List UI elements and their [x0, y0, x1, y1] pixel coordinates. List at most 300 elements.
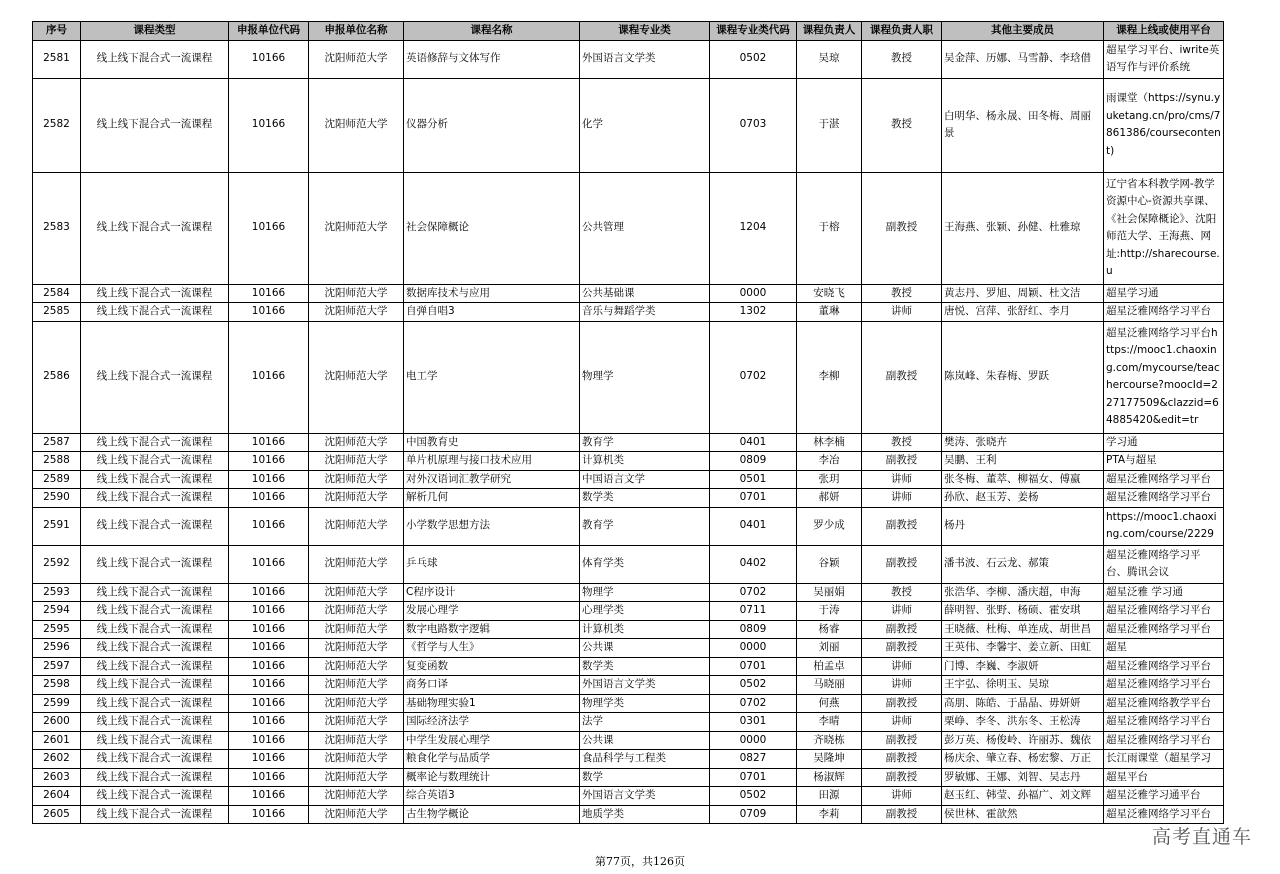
table-row	[33, 768, 1224, 787]
course-category-cell: 音乐与舞蹈学类	[580, 303, 710, 322]
leader-title-cell: 副教授	[862, 750, 942, 769]
course-type-cell: 线上线下混合式一流课程	[81, 750, 229, 769]
row-number-cell: 2594	[33, 602, 81, 621]
leader-title-cell: 副教授	[862, 545, 942, 583]
other-members-cell: 张冬梅、董萃、柳福女、傅嬴	[942, 470, 1104, 489]
course-category-cell: 物理学	[580, 583, 710, 602]
course-category-cell: 数学	[580, 768, 710, 787]
unit-name-cell: 沈阳师范大学	[309, 639, 404, 658]
unit-name-cell: 沈阳师范大学	[309, 470, 404, 489]
unit-name-cell: 沈阳师范大学	[309, 731, 404, 750]
unit-name-cell: 沈阳师范大学	[309, 321, 404, 433]
unit-code-cell: 10166	[229, 40, 309, 78]
course-leader-cell: 于湛	[797, 78, 862, 172]
course-leader-cell: 马晓丽	[797, 676, 862, 695]
course-name-cell: 综合英语3	[404, 787, 580, 806]
leader-title-cell: 副教授	[862, 768, 942, 787]
other-members-cell: 孙欣、赵玉芳、姜杨	[942, 489, 1104, 508]
unit-name-cell: 沈阳师范大学	[309, 694, 404, 713]
other-members-cell: 杨庆余、肇立春、杨宏黎、万正	[942, 750, 1104, 769]
course-type-cell: 线上线下混合式一流课程	[81, 657, 229, 676]
unit-name-cell: 沈阳师范大学	[309, 787, 404, 806]
unit-name-cell: 沈阳师范大学	[309, 303, 404, 322]
unit-code-cell: 10166	[229, 805, 309, 824]
course-category-cell: 食品科学与工程类	[580, 750, 710, 769]
category-code-cell: 0701	[710, 489, 797, 508]
other-members-cell: 栗峥、李冬、洪东冬、王松涛	[942, 713, 1104, 732]
platform-cell: 超星学习通	[1104, 284, 1224, 303]
row-number-cell: 2597	[33, 657, 81, 676]
course-name-cell: 自弹自唱3	[404, 303, 580, 322]
table-row	[33, 694, 1224, 713]
course-leader-cell: 谷颖	[797, 545, 862, 583]
course-leader-cell: 杨睿	[797, 620, 862, 639]
category-code-cell: 0709	[710, 805, 797, 824]
leader-title-cell: 教授	[862, 583, 942, 602]
table-row	[33, 545, 1224, 583]
category-code-cell: 0301	[710, 713, 797, 732]
platform-cell: https://mooc1.chaoxing.com/course/2229	[1104, 507, 1224, 545]
course-category-cell: 公共课	[580, 639, 710, 658]
course-leader-cell: 吴丽娟	[797, 583, 862, 602]
course-category-cell: 外国语言文学类	[580, 787, 710, 806]
platform-cell: 超星泛雅网络学习平台	[1104, 470, 1224, 489]
leader-title-cell: 讲师	[862, 713, 942, 732]
course-name-cell: 中国教育史	[404, 433, 580, 452]
table-row	[33, 303, 1224, 322]
course-type-cell: 线上线下混合式一流课程	[81, 805, 229, 824]
leader-title-cell: 讲师	[862, 470, 942, 489]
page-number: 第77页，共126页	[595, 855, 685, 868]
table-row	[33, 321, 1224, 433]
course-category-cell: 外国语言文学类	[580, 40, 710, 78]
leader-title-cell: 讲师	[862, 602, 942, 621]
course-name-cell: 商务口译	[404, 676, 580, 695]
course-name-cell: 单片机原理与接口技术应用	[404, 452, 580, 471]
course-name-cell: 小学数学思想方法	[404, 507, 580, 545]
leader-title-cell: 副教授	[862, 694, 942, 713]
header-cell: 课程负责人	[797, 22, 862, 41]
course-type-cell: 线上线下混合式一流课程	[81, 676, 229, 695]
leader-title-cell: 副教授	[862, 639, 942, 658]
course-type-cell: 线上线下混合式一流课程	[81, 694, 229, 713]
course-type-cell: 线上线下混合式一流课程	[81, 620, 229, 639]
leader-title-cell: 讲师	[862, 657, 942, 676]
header-cell: 其他主要成员	[942, 22, 1104, 41]
course-type-cell: 线上线下混合式一流课程	[81, 284, 229, 303]
leader-title-cell: 讲师	[862, 787, 942, 806]
unit-name-cell: 沈阳师范大学	[309, 433, 404, 452]
unit-code-cell: 10166	[229, 583, 309, 602]
platform-cell: 超星泛雅网络教学平台	[1104, 694, 1224, 713]
unit-name-cell: 沈阳师范大学	[309, 284, 404, 303]
category-code-cell: 0703	[710, 78, 797, 172]
course-name-cell: 电工学	[404, 321, 580, 433]
leader-title-cell: 副教授	[862, 507, 942, 545]
course-name-cell: 数据库技术与应用	[404, 284, 580, 303]
other-members-cell: 王英伟、李馨宇、姜立新、田虹	[942, 639, 1104, 658]
unit-name-cell: 沈阳师范大学	[309, 657, 404, 676]
other-members-cell: 潘书波、石云龙、郝策	[942, 545, 1104, 583]
leader-title-cell: 副教授	[862, 805, 942, 824]
course-leader-cell: 安晓飞	[797, 284, 862, 303]
platform-cell: 超星泛雅网络学习平台	[1104, 602, 1224, 621]
other-members-cell: 杨丹	[942, 507, 1104, 545]
unit-name-cell: 沈阳师范大学	[309, 583, 404, 602]
course-category-cell: 法学	[580, 713, 710, 732]
unit-name-cell: 沈阳师范大学	[309, 602, 404, 621]
row-number-cell: 2588	[33, 452, 81, 471]
unit-code-cell: 10166	[229, 452, 309, 471]
category-code-cell: 0809	[710, 452, 797, 471]
unit-code-cell: 10166	[229, 713, 309, 732]
category-code-cell: 0809	[710, 620, 797, 639]
category-code-cell: 0502	[710, 676, 797, 695]
course-type-cell: 线上线下混合式一流课程	[81, 787, 229, 806]
other-members-cell: 王晓薇、杜梅、单连成、胡世昌	[942, 620, 1104, 639]
other-members-cell: 门博、李巍、李淑妍	[942, 657, 1104, 676]
row-number-cell: 2604	[33, 787, 81, 806]
course-type-cell: 线上线下混合式一流课程	[81, 172, 229, 284]
platform-cell: 超星泛雅网络学习平台	[1104, 731, 1224, 750]
table-row	[33, 489, 1224, 508]
platform-cell: 学习通	[1104, 433, 1224, 452]
category-code-cell: 0401	[710, 507, 797, 545]
unit-code-cell: 10166	[229, 731, 309, 750]
platform-cell: 超星泛雅 学习通	[1104, 583, 1224, 602]
header-cell: 申报单位代码	[229, 22, 309, 41]
course-category-cell: 中国语言文学	[580, 470, 710, 489]
course-name-cell: 发展心理学	[404, 602, 580, 621]
table-row	[33, 40, 1224, 78]
row-number-cell: 2605	[33, 805, 81, 824]
other-members-cell: 罗敏娜、王娜、刘智、吴志丹	[942, 768, 1104, 787]
course-category-cell: 计算机类	[580, 620, 710, 639]
unit-name-cell: 沈阳师范大学	[309, 489, 404, 508]
platform-cell: 超星泛雅网络学习平台、腾讯会议	[1104, 545, 1224, 583]
unit-name-cell: 沈阳师范大学	[309, 40, 404, 78]
unit-name-cell: 沈阳师范大学	[309, 805, 404, 824]
table-row	[33, 787, 1224, 806]
course-category-cell: 地质学类	[580, 805, 710, 824]
platform-cell: 超星泛雅网络学习平台	[1104, 657, 1224, 676]
category-code-cell: 0702	[710, 583, 797, 602]
category-code-cell: 0000	[710, 639, 797, 658]
course-category-cell: 化学	[580, 78, 710, 172]
category-code-cell: 0702	[710, 321, 797, 433]
course-type-cell: 线上线下混合式一流课程	[81, 452, 229, 471]
leader-title-cell: 讲师	[862, 303, 942, 322]
platform-cell: 超星学习平台、iwrite英语写作与评价系统	[1104, 40, 1224, 78]
platform-cell: PTA与超星	[1104, 452, 1224, 471]
other-members-cell: 高朋、陈皓、于晶晶、毋妍妍	[942, 694, 1104, 713]
leader-title-cell: 副教授	[862, 452, 942, 471]
unit-code-cell: 10166	[229, 639, 309, 658]
other-members-cell: 彭万英、杨俊岭、许丽苏、魏依	[942, 731, 1104, 750]
table-row	[33, 657, 1224, 676]
other-members-cell: 吴金萍、历娜、马雪静、李琀借	[942, 40, 1104, 78]
leader-title-cell: 教授	[862, 433, 942, 452]
course-leader-cell: 于榕	[797, 172, 862, 284]
category-code-cell: 0402	[710, 545, 797, 583]
platform-cell: 雨课堂（https://synu.yuketang.cn/pro/cms/7861386/coursecontent)	[1104, 78, 1224, 172]
course-leader-cell: 于涛	[797, 602, 862, 621]
row-number-cell: 2600	[33, 713, 81, 732]
unit-code-cell: 10166	[229, 172, 309, 284]
row-number-cell: 2592	[33, 545, 81, 583]
course-name-cell: 粮食化学与品质学	[404, 750, 580, 769]
other-members-cell: 薛明智、张野、杨硕、霍安琪	[942, 602, 1104, 621]
course-name-cell: C程序设计	[404, 583, 580, 602]
course-type-cell: 线上线下混合式一流课程	[81, 602, 229, 621]
row-number-cell: 2589	[33, 470, 81, 489]
header-cell: 课程上线或使用平台	[1104, 22, 1224, 41]
table-row	[33, 639, 1224, 658]
unit-code-cell: 10166	[229, 676, 309, 695]
course-leader-cell: 柏孟卓	[797, 657, 862, 676]
course-type-cell: 线上线下混合式一流课程	[81, 639, 229, 658]
row-number-cell: 2595	[33, 620, 81, 639]
category-code-cell: 1204	[710, 172, 797, 284]
course-leader-cell: 林李楠	[797, 433, 862, 452]
unit-name-cell: 沈阳师范大学	[309, 768, 404, 787]
course-leader-cell: 吴隆坤	[797, 750, 862, 769]
table-row	[33, 676, 1224, 695]
header-cell: 课程专业类	[580, 22, 710, 41]
category-code-cell: 0827	[710, 750, 797, 769]
course-name-cell: 乒乓球	[404, 545, 580, 583]
header-cell: 课程负责人职	[862, 22, 942, 41]
course-category-cell: 物理学类	[580, 694, 710, 713]
other-members-cell: 唐悦、宫萍、张舒红、李月	[942, 303, 1104, 322]
course-category-cell: 公共管理	[580, 172, 710, 284]
leader-title-cell: 讲师	[862, 676, 942, 695]
course-name-cell: 复变函数	[404, 657, 580, 676]
category-code-cell: 0502	[710, 787, 797, 806]
header-row	[33, 22, 1224, 41]
leader-title-cell: 教授	[862, 78, 942, 172]
course-category-cell: 计算机类	[580, 452, 710, 471]
category-code-cell: 0502	[710, 40, 797, 78]
unit-code-cell: 10166	[229, 602, 309, 621]
unit-code-cell: 10166	[229, 750, 309, 769]
course-leader-cell: 齐晓栋	[797, 731, 862, 750]
table-row	[33, 470, 1224, 489]
course-category-cell: 数学类	[580, 657, 710, 676]
other-members-cell: 吴鹏、王利	[942, 452, 1104, 471]
course-type-cell: 线上线下混合式一流课程	[81, 321, 229, 433]
course-type-cell: 线上线下混合式一流课程	[81, 489, 229, 508]
watermark: 高考直通车	[1151, 826, 1252, 848]
unit-code-cell: 10166	[229, 694, 309, 713]
course-name-cell: 国际经济法学	[404, 713, 580, 732]
course-name-cell: 英语修辞与文体写作	[404, 40, 580, 78]
course-category-cell: 物理学	[580, 321, 710, 433]
unit-code-cell: 10166	[229, 657, 309, 676]
course-leader-cell: 李晴	[797, 713, 862, 732]
table-row	[33, 78, 1224, 172]
course-type-cell: 线上线下混合式一流课程	[81, 470, 229, 489]
category-code-cell: 1302	[710, 303, 797, 322]
platform-cell: 超星泛雅网络学习平台	[1104, 303, 1224, 322]
leader-title-cell: 副教授	[862, 620, 942, 639]
course-leader-cell: 何燕	[797, 694, 862, 713]
course-name-cell: 概率论与数理统计	[404, 768, 580, 787]
row-number-cell: 2603	[33, 768, 81, 787]
category-code-cell: 0701	[710, 768, 797, 787]
header-cell: 申报单位名称	[309, 22, 404, 41]
course-name-cell: 仪器分析	[404, 78, 580, 172]
course-leader-cell: 李莉	[797, 805, 862, 824]
row-number-cell: 2598	[33, 676, 81, 695]
leader-title-cell: 副教授	[862, 321, 942, 433]
row-number-cell: 2585	[33, 303, 81, 322]
course-name-cell: 古生物学概论	[404, 805, 580, 824]
leader-title-cell: 讲师	[862, 489, 942, 508]
category-code-cell: 0401	[710, 433, 797, 452]
other-members-cell: 赵玉红、韩莹、孙福广、刘文辉	[942, 787, 1104, 806]
platform-cell: 超星泛雅网络学习平台https://mooc1.chaoxing.com/mycourse/teachercourse?moocId=227177509&clazzid=64885420&edit=tr	[1104, 321, 1224, 433]
table-row	[33, 507, 1224, 545]
course-category-cell: 体育学类	[580, 545, 710, 583]
table-row	[33, 284, 1224, 303]
table-row	[33, 620, 1224, 639]
course-leader-cell: 李冶	[797, 452, 862, 471]
course-name-cell: 基础物理实验1	[404, 694, 580, 713]
leader-title-cell: 教授	[862, 284, 942, 303]
row-number-cell: 2591	[33, 507, 81, 545]
course-name-cell: 数字电路数字逻辑	[404, 620, 580, 639]
header-cell: 课程类型	[81, 22, 229, 41]
platform-cell: 辽宁省本科教学网-教学资源中心-资源共享课、《社会保障概论》、沈阳师范大学、王海燕、网址:http://sharecourse.u	[1104, 172, 1224, 284]
course-category-cell: 外国语言文学类	[580, 676, 710, 695]
course-leader-cell: 李柳	[797, 321, 862, 433]
table-row	[33, 731, 1224, 750]
platform-cell: 超星	[1104, 639, 1224, 658]
table-row	[33, 805, 1224, 824]
platform-cell: 超星平台	[1104, 768, 1224, 787]
category-code-cell: 0501	[710, 470, 797, 489]
course-type-cell: 线上线下混合式一流课程	[81, 768, 229, 787]
other-members-cell: 白明华、杨永晟、田冬梅、周丽景	[942, 78, 1104, 172]
table-row	[33, 713, 1224, 732]
platform-cell: 超星泛雅网络学习平台	[1104, 620, 1224, 639]
row-number-cell: 2586	[33, 321, 81, 433]
unit-name-cell: 沈阳师范大学	[309, 676, 404, 695]
table-row	[33, 433, 1224, 452]
unit-code-cell: 10166	[229, 507, 309, 545]
table-row	[33, 602, 1224, 621]
unit-code-cell: 10166	[229, 787, 309, 806]
unit-code-cell: 10166	[229, 620, 309, 639]
course-type-cell: 线上线下混合式一流课程	[81, 583, 229, 602]
unit-name-cell: 沈阳师范大学	[309, 620, 404, 639]
course-name-cell: 社会保障概论	[404, 172, 580, 284]
category-code-cell: 0711	[710, 602, 797, 621]
unit-name-cell: 沈阳师范大学	[309, 750, 404, 769]
course-type-cell: 线上线下混合式一流课程	[81, 78, 229, 172]
course-category-cell: 教育学	[580, 507, 710, 545]
unit-name-cell: 沈阳师范大学	[309, 452, 404, 471]
unit-code-cell: 10166	[229, 433, 309, 452]
course-leader-cell: 董琳	[797, 303, 862, 322]
course-name-cell: 对外汉语词汇教学研究	[404, 470, 580, 489]
other-members-cell: 樊涛、张晓卉	[942, 433, 1104, 452]
unit-name-cell: 沈阳师范大学	[309, 172, 404, 284]
course-leader-cell: 杨淑辉	[797, 768, 862, 787]
other-members-cell: 张浩华、李柳、潘庆超，申海	[942, 583, 1104, 602]
course-type-cell: 线上线下混合式一流课程	[81, 507, 229, 545]
table-body	[33, 40, 1224, 824]
course-table	[32, 21, 1224, 824]
unit-name-cell: 沈阳师范大学	[309, 713, 404, 732]
course-category-cell: 心理学类	[580, 602, 710, 621]
platform-cell: 超星泛雅网络学习平台	[1104, 713, 1224, 732]
unit-name-cell: 沈阳师范大学	[309, 507, 404, 545]
other-members-cell: 侯世林、霍歆然	[942, 805, 1104, 824]
course-type-cell: 线上线下混合式一流课程	[81, 40, 229, 78]
row-number-cell: 2593	[33, 583, 81, 602]
row-number-cell: 2590	[33, 489, 81, 508]
course-category-cell: 公共基础课	[580, 284, 710, 303]
course-type-cell: 线上线下混合式一流课程	[81, 545, 229, 583]
category-code-cell: 0000	[710, 284, 797, 303]
course-leader-cell: 郝妍	[797, 489, 862, 508]
row-number-cell: 2596	[33, 639, 81, 658]
unit-name-cell: 沈阳师范大学	[309, 78, 404, 172]
course-type-cell: 线上线下混合式一流课程	[81, 713, 229, 732]
course-category-cell: 公共课	[580, 731, 710, 750]
table-row	[33, 172, 1224, 284]
course-type-cell: 线上线下混合式一流课程	[81, 303, 229, 322]
course-category-cell: 数学类	[580, 489, 710, 508]
unit-name-cell: 沈阳师范大学	[309, 545, 404, 583]
leader-title-cell: 副教授	[862, 172, 942, 284]
row-number-cell: 2582	[33, 78, 81, 172]
course-leader-cell: 张玥	[797, 470, 862, 489]
row-number-cell: 2602	[33, 750, 81, 769]
row-number-cell: 2581	[33, 40, 81, 78]
platform-cell: 超星泛雅网络学习平台	[1104, 676, 1224, 695]
table-row	[33, 583, 1224, 602]
row-number-cell: 2587	[33, 433, 81, 452]
row-number-cell: 2584	[33, 284, 81, 303]
leader-title-cell: 教授	[862, 40, 942, 78]
course-type-cell: 线上线下混合式一流课程	[81, 433, 229, 452]
course-type-cell: 线上线下混合式一流课程	[81, 731, 229, 750]
row-number-cell: 2583	[33, 172, 81, 284]
course-leader-cell: 罗少成	[797, 507, 862, 545]
row-number-cell: 2601	[33, 731, 81, 750]
unit-code-cell: 10166	[229, 303, 309, 322]
course-leader-cell: 田源	[797, 787, 862, 806]
unit-code-cell: 10166	[229, 284, 309, 303]
row-number-cell: 2599	[33, 694, 81, 713]
header-cell: 课程专业类代码	[710, 22, 797, 41]
unit-code-cell: 10166	[229, 470, 309, 489]
other-members-cell: 黄志丹、罗旭、周颖、杜文洁	[942, 284, 1104, 303]
course-name-cell: 解析几何	[404, 489, 580, 508]
leader-title-cell: 副教授	[862, 731, 942, 750]
other-members-cell: 王宇弘、徐明玉、吴琼	[942, 676, 1104, 695]
category-code-cell: 0000	[710, 731, 797, 750]
course-leader-cell: 吴琼	[797, 40, 862, 78]
platform-cell: 长江雨课堂（超星学习	[1104, 750, 1224, 769]
platform-cell: 超星泛雅网络学习平台	[1104, 489, 1224, 508]
unit-code-cell: 10166	[229, 489, 309, 508]
course-name-cell: 《哲学与人生》	[404, 639, 580, 658]
platform-cell: 超星泛雅网络学习平台	[1104, 805, 1224, 824]
